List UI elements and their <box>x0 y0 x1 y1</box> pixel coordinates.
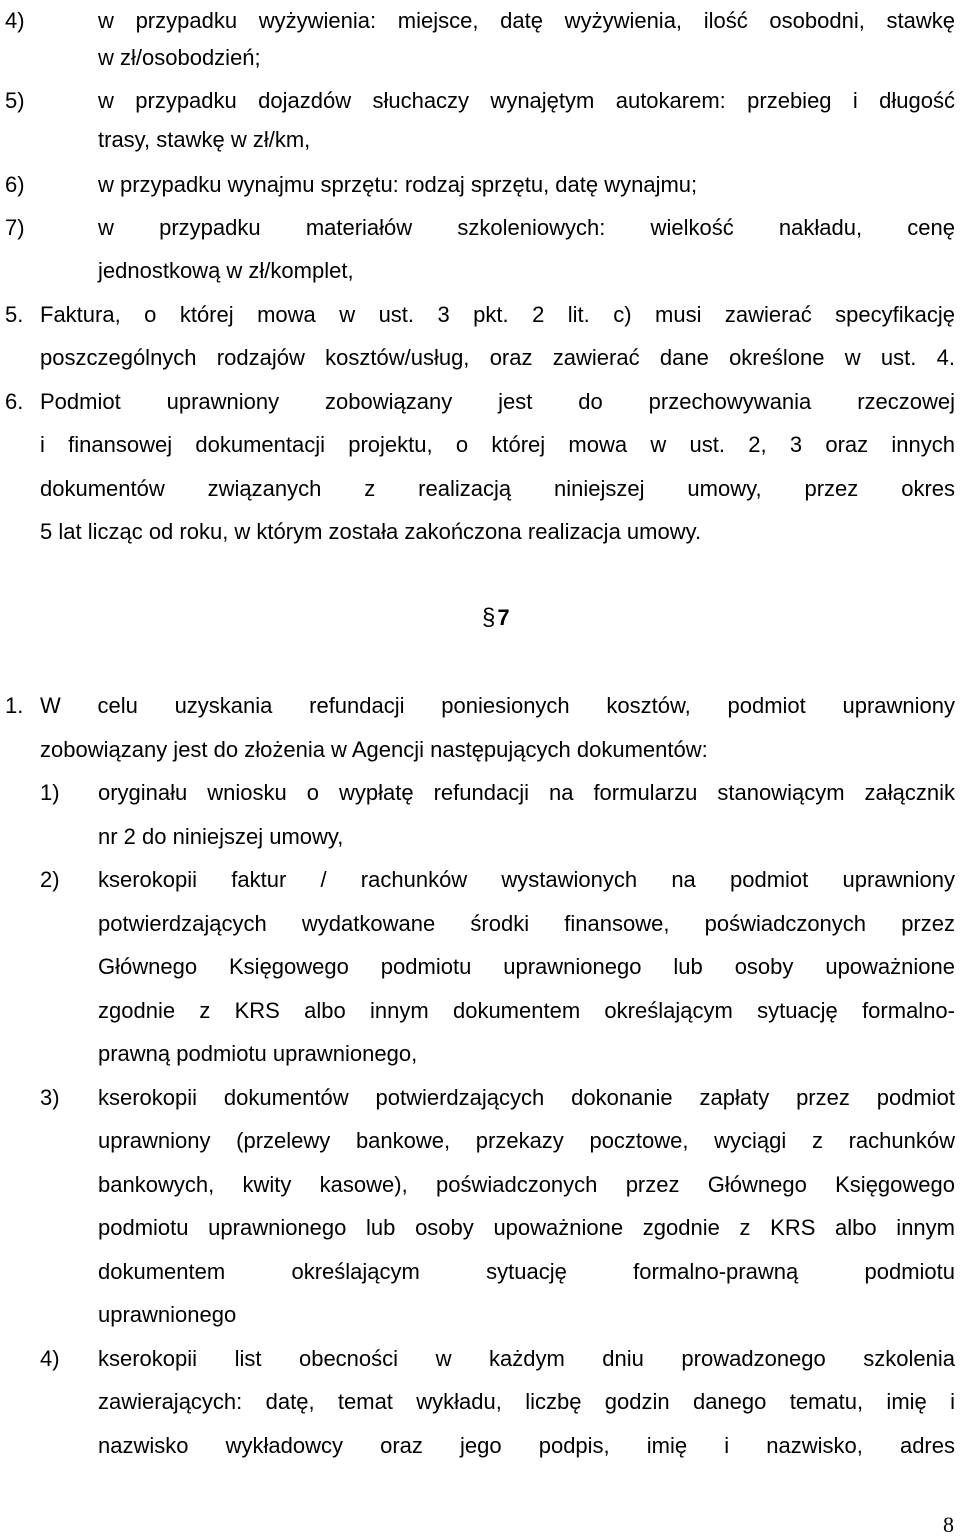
list-marker: 5) <box>5 88 25 113</box>
text-line: Faktura, o której mowa w ust. 3 pkt. 2 lit. c) musi zawierać specyfikację <box>40 302 955 327</box>
text-line: zgodnie z KRS albo innym dokumentem określającym sytuację formalno- <box>98 998 955 1023</box>
text-line: uprawniony (przelewy bankowe, przekazy pocztowe, wyciągi z rachunków <box>98 1128 955 1153</box>
list-marker: 3) <box>40 1085 60 1110</box>
text-line: prawną podmiotu uprawnionego, <box>98 1041 418 1066</box>
text-line: uprawnionego <box>98 1302 237 1327</box>
text-line: nr 2 do niniejszej umowy, <box>98 824 344 849</box>
text-line: bankowych, kwity kasowe), poświadczonych przez Głównego Księgowego <box>98 1172 955 1197</box>
list-marker: 7) <box>5 215 25 240</box>
text-line: dokumentów związanych z realizacją niniejszej umowy, przez okres <box>40 476 955 501</box>
list-marker: 2) <box>40 867 60 892</box>
list-marker: 6) <box>5 172 25 197</box>
paragraph-number: 6. <box>5 389 24 414</box>
text-line: podmiotu uprawnionego lub osoby upoważnione zgodnie z KRS albo innym <box>98 1215 955 1240</box>
text-line: Podmiot uprawniony zobowiązany jest do przechowywania rzeczowej <box>40 389 955 414</box>
paragraph-number: 5. <box>5 302 24 327</box>
page-number: 8 <box>943 1512 954 1537</box>
text-line: potwierdzających wydatkowane środki finansowe, poświadczonych przez <box>98 911 955 936</box>
text-line: nazwisko wykładowcy oraz jego podpis, imię i nazwisko, adres <box>98 1433 955 1458</box>
list-marker: 1) <box>40 780 60 805</box>
text-line: dokumentem określającym sytuację formalno-prawną podmiotu <box>98 1259 955 1284</box>
text-line: kserokopii dokumentów potwierdzających dokonanie zapłaty przez podmiot <box>98 1085 955 1110</box>
text-line: w przypadku wyżywienia: miejsce, datę wyżywienia, ilość osobodni, stawkę <box>98 8 955 33</box>
text-line: zawierających: datę, temat wykładu, liczbę godzin danego tematu, imię i <box>98 1389 955 1414</box>
text-line: kserokopii list obecności w każdym dniu prowadzonego szkolenia <box>98 1346 955 1371</box>
text-line: w zł/osobodzień; <box>98 45 261 70</box>
text-line: W celu uzyskania refundacji poniesionych kosztów, podmiot uprawniony <box>40 693 955 718</box>
text-line: w przypadku dojazdów słuchaczy wynajętym autokarem: przebieg i długość <box>98 88 955 113</box>
section-number: 7 <box>497 605 510 630</box>
list-marker: 4) <box>5 8 25 33</box>
text-line: i finansowej dokumentacji projektu, o której mowa w ust. 2, 3 oraz innych <box>40 432 955 457</box>
section-symbol: § <box>482 604 496 631</box>
text-line: Głównego Księgowego podmiotu uprawnionego lub osoby upoważnione <box>98 954 955 979</box>
text-line: zobowiązany jest do złożenia w Agencji następujących dokumentów: <box>40 737 708 762</box>
text-line: 5 lat licząc od roku, w którym została zakończona realizacja umowy. <box>40 519 702 544</box>
text-line: w przypadku wynajmu sprzętu: rodzaj sprzętu, datę wynajmu; <box>98 172 698 197</box>
text-line: oryginału wniosku o wypłatę refundacji na formularzu stanowiącym załącznik <box>98 780 955 805</box>
section-heading <box>482 604 510 632</box>
text-line: trasy, stawkę w zł/km, <box>98 127 311 152</box>
text-line: w przypadku materiałów szkoleniowych: wielkość nakładu, cenę <box>98 215 955 240</box>
text-line: jednostkową w zł/komplet, <box>98 258 354 283</box>
text-line: poszczególnych rodzajów kosztów/usług, oraz zawierać dane określone w ust. 4. <box>40 345 955 370</box>
list-marker: 4) <box>40 1346 60 1371</box>
text-line: kserokopii faktur / rachunków wystawionych na podmiot uprawniony <box>98 867 955 892</box>
paragraph-number: 1. <box>5 693 24 718</box>
